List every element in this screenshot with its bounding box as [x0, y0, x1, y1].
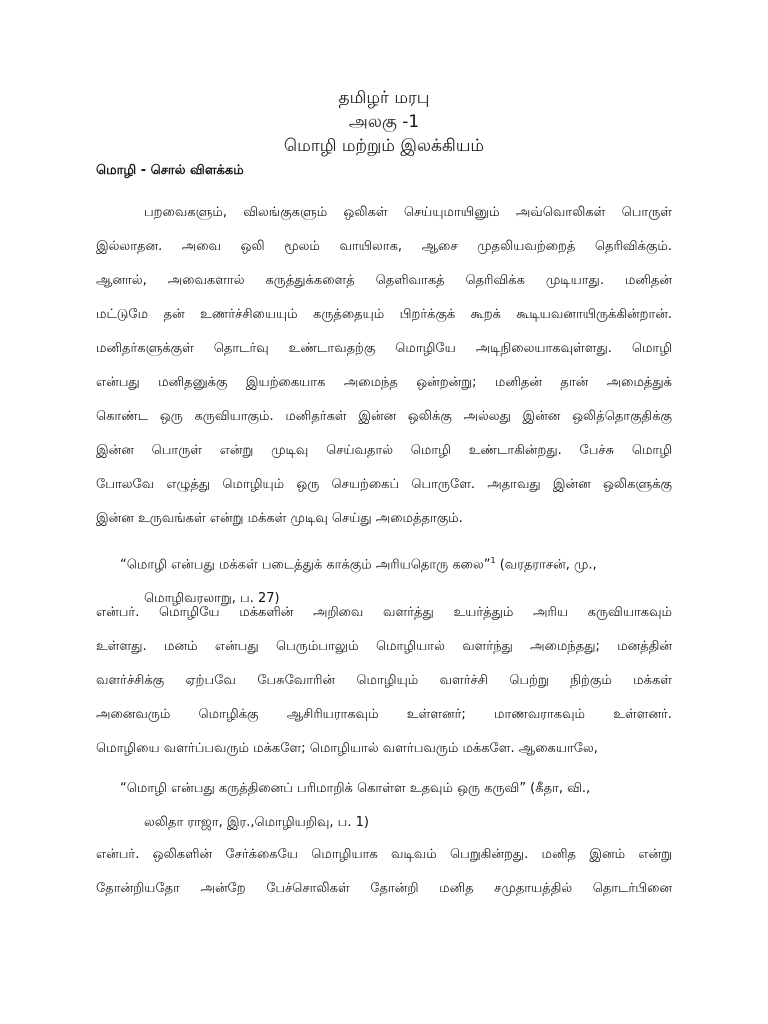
- paragraph-line: ஆனால், அவைகளால் கருத்துக்களைத் தெளிவாகத் தெரிவிக்க முடியாது. மனிதன்: [96, 273, 672, 288]
- paragraph-1: [96, 196, 672, 536]
- paragraph-line: இல்லாதன. அவை ஒலி மூலம் வாயிலாக, ஆசை முதலியவற்றைத் தெரிவிக்கும்.: [96, 239, 672, 254]
- quote-2: [120, 772, 672, 840]
- quote-citation: (வரதராசன், மு.,: [495, 557, 597, 573]
- document-title: தமிழர் மரபு: [338, 88, 430, 108]
- paragraph-line: வளர்ச்சிக்கு ஏற்பவே பேசுவோரின் மொழியும் வளர்ச்சி பெற்று நிற்கும் மக்கள்: [96, 673, 672, 688]
- paragraph-line: போலவே எழுத்து மொழியும் ஒரு செயற்கைப் பொருளே. அதாவது இன்ன ஒலிகளுக்கு: [96, 477, 672, 492]
- title-block: [0, 86, 768, 158]
- quote-text: “மொழி என்பது மக்கள் படைத்துக் காக்கும் அரியதொரு கலை”: [120, 557, 491, 573]
- unit-label: அலகு -1: [348, 112, 420, 132]
- quote-text: “மொழி என்பது கருத்தினைப் பரிமாறிக் கொள்ள உதவும் ஒரு கருவி” (கீதா, வி.,: [120, 781, 591, 796]
- paragraph-line: மட்டுமே தன் உணர்ச்சியையும் கருத்தையும் பிறர்க்குக் கூறக் கூடியவனாயிருக்கின்றான்.: [96, 307, 672, 322]
- paragraph-3: [96, 838, 672, 906]
- paragraph-line: என்பர். மொழியே மக்களின் அறிவை வளர்த்து உயர்த்தும் அரிய கருவியாகவும்: [96, 605, 672, 620]
- paragraph-line: உள்ளது. மனம் என்பது பெரும்பாலும் மொழியால் வளர்ந்து அமைந்தது; மனத்தின்: [96, 639, 672, 654]
- paragraph-line: பறவைகளும், விலங்குகளும் ஒலிகள் செய்யுமாயினும் அவ்வொலிகள் பொருள்: [144, 205, 672, 220]
- paragraph-line: மொழியை வளர்ப்பவரும் மக்களே; மொழியால் வளர்பவரும் மக்களே. ஆகையாலே,: [96, 741, 598, 756]
- quote-continuation: லலிதா ராஜா, இர.,மொழியறிவு, ப. 1): [144, 815, 369, 830]
- quote-line: [120, 544, 672, 582]
- paragraph-line: அனைவரும் மொழிக்கு ஆசிரியராகவும் உள்ளனர்; மாணவராகவும் உள்ளனர்.: [96, 707, 672, 722]
- paragraph-line: என்பர். ஒலிகளின் சேர்க்கையே மொழியாக வடிவம் பெறுகின்றது. மனித இனம் என்று: [96, 847, 672, 862]
- footnote-marker: 1: [490, 556, 496, 565]
- paragraph-line: தோன்றியதோ அன்றே பேச்சொலிகள் தோன்றி மனித சமுதாயத்தில் தொடர்பினை: [96, 881, 672, 896]
- paragraph-line: இன்ன பொருள் என்று முடிவு செய்வதால் மொழி உண்டாகின்றது. பேச்சு மொழி: [96, 443, 672, 458]
- paragraph-line: என்பது மனிதனுக்கு இயற்கையாக அமைந்த ஒன்றன்று; மனிதன் தான் அமைத்துக்: [96, 375, 672, 390]
- quote-continuation: மொழிவரலாறு, ப. 27): [144, 591, 280, 607]
- paragraph-line: இன்ன உருவங்கள் என்று மக்கள் முடிவு செய்து அமைத்தாகும்.: [96, 511, 463, 526]
- section-heading: மொழி - சொல் விளக்கம்: [96, 163, 244, 178]
- document-subtitle: மொழி மற்றும் இலக்கியம்: [283, 136, 485, 156]
- paragraph-line: மனிதர்களுக்குள் தொடர்வு உண்டாவதற்கு மொழியே அடிநிலையாகவுள்ளது. மொழி: [96, 341, 672, 356]
- paragraph-2: [96, 596, 672, 766]
- paragraph-line: கொண்ட ஒரு கருவியாகும். மனிதர்கள் இன்ன ஒலிக்கு அல்லது இன்ன ஒலித்தொகுதிக்கு: [96, 409, 672, 424]
